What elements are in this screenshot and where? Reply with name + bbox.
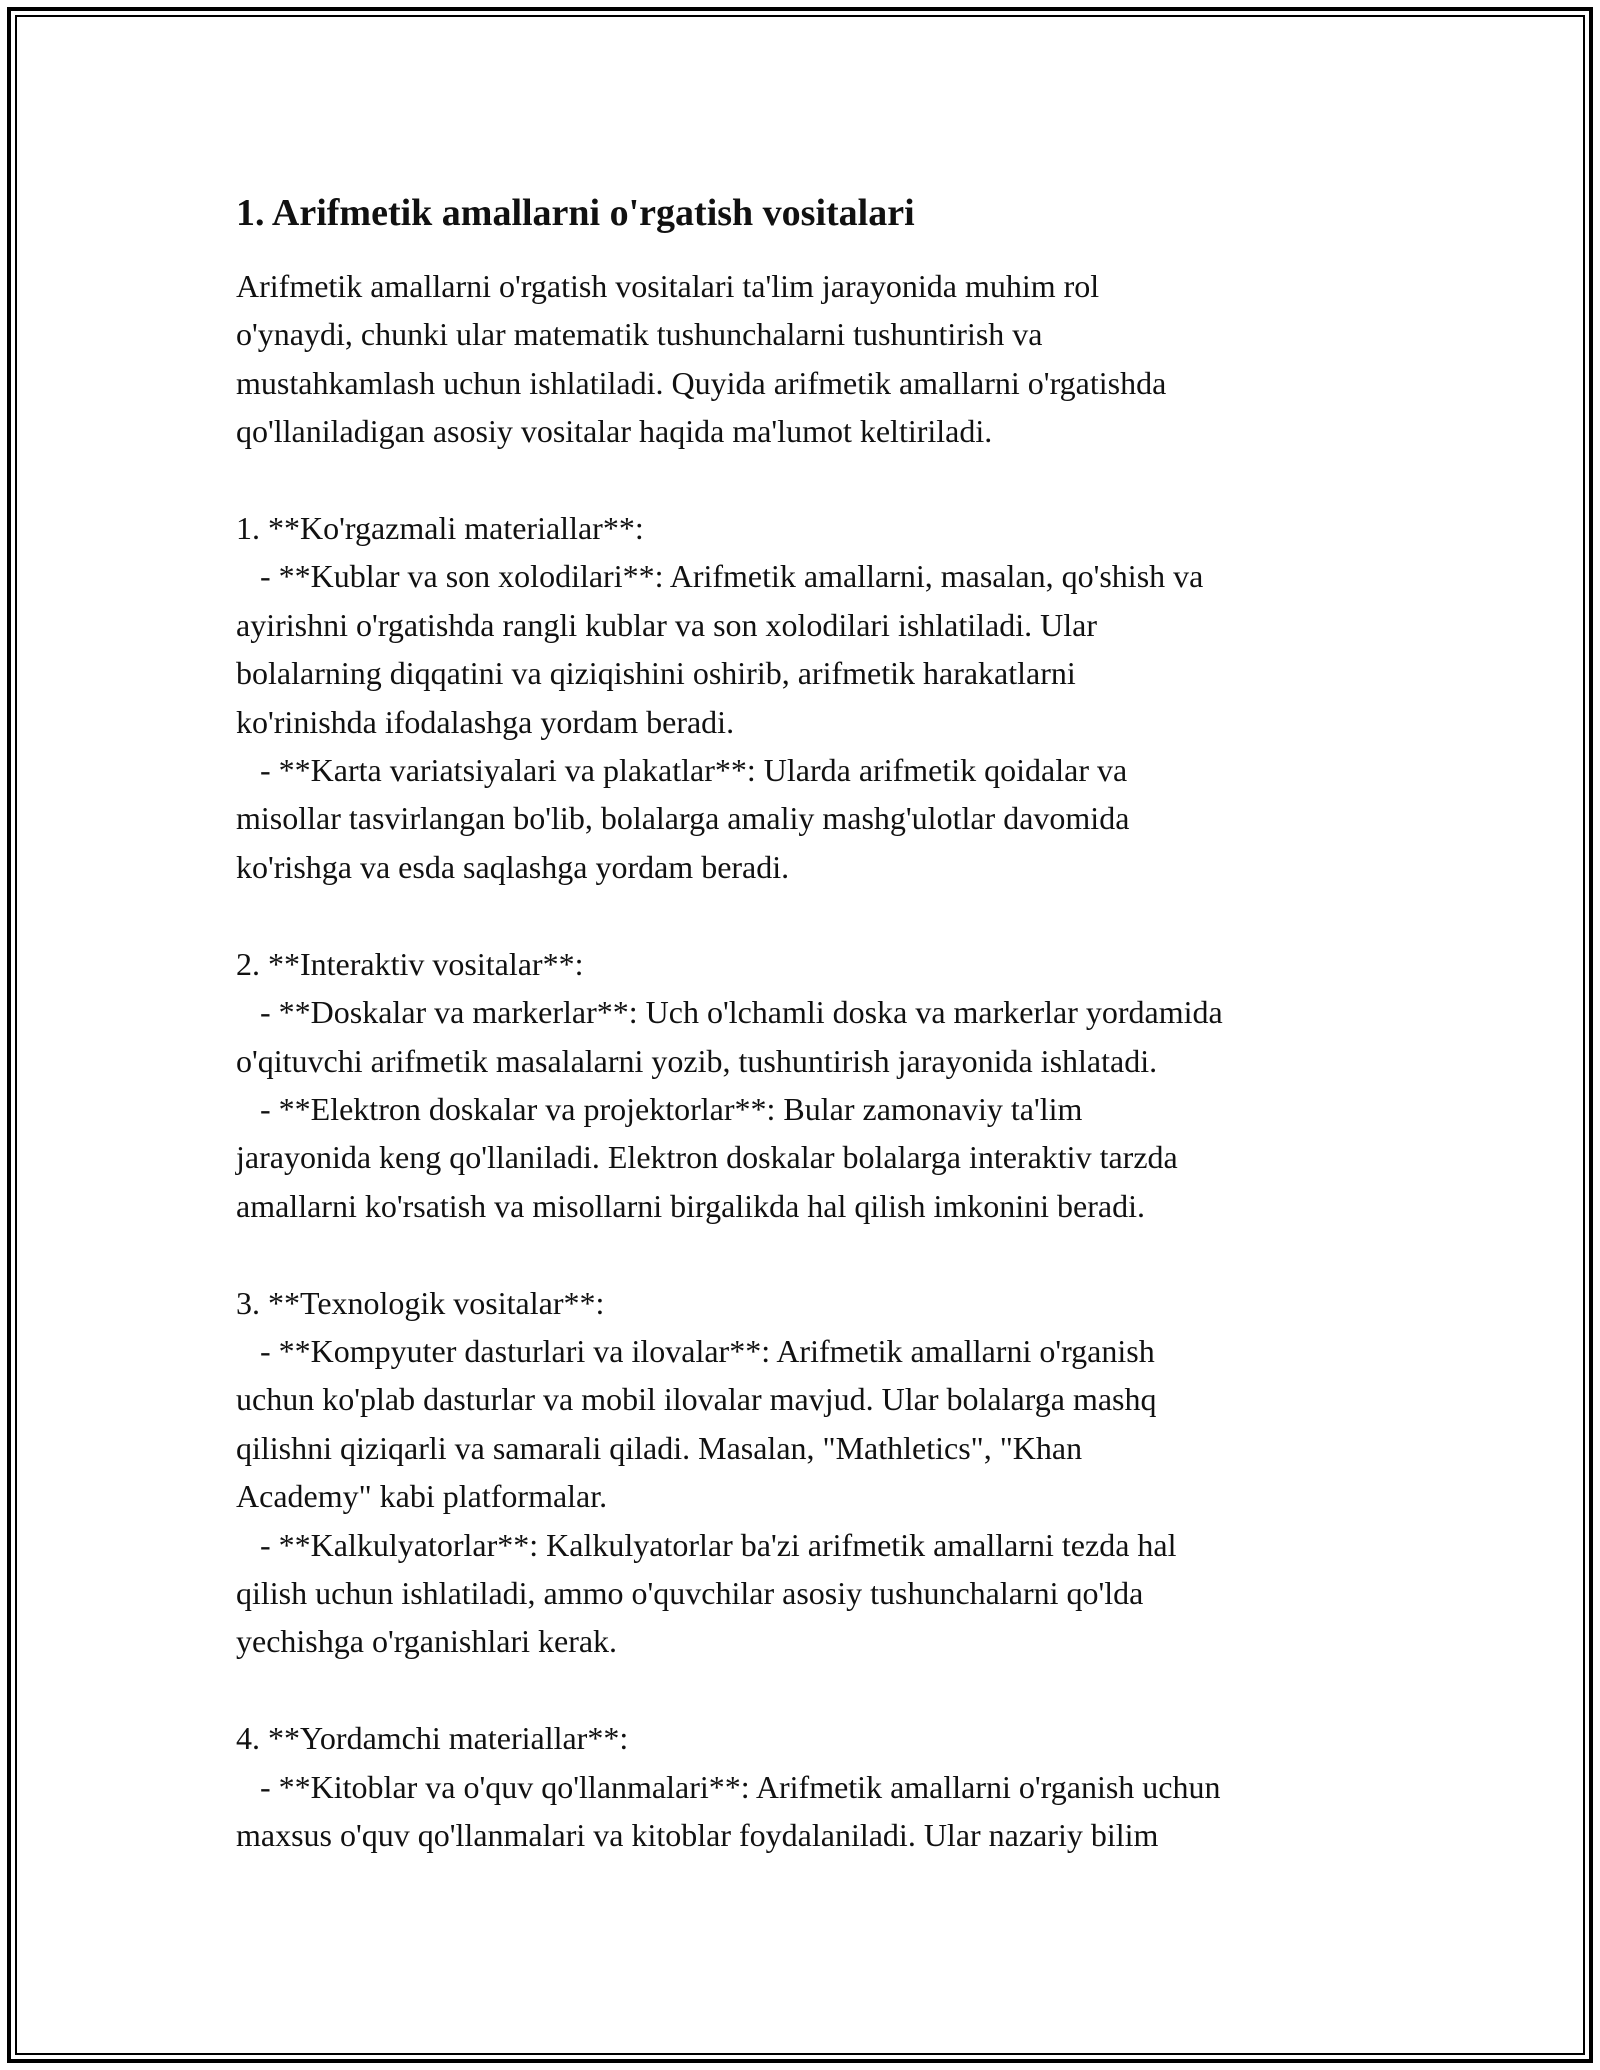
- document-title: 1. Arifmetik amallarni o'rgatish vositalari: [236, 192, 915, 234]
- document-content: [236, 186, 1376, 1859]
- document-body: Arifmetik amallarni o'rgatish vositalari ta'lim jarayonida muhim rol o'ynaydi, chunki ular matematik tushunchalarni tushuntirish va mustahkamlash uchun ishlatiladi. Quyida arifmetik amallarni o'rgatishda qo'llaniladigan asosiy vositalar haqida ma'lumot keltiriladi. 1. **Ko'rgazmali materiallar**: - **Kublar va son xolodilari**: Arifmetik amallarni, masalan, qo'shish va ayirishni o'rgatishda rangli kublar va son xolodilari ishlatiladi. Ular bolalarning diqqatini va qiziqishini oshirib, arifmetik harakatlarni ko'rinishda ifodalashga yordam beradi. - **Karta variatsiyalari va plakatlar**: Ularda arifmetik qoidalar va misollar tasvirlangan bo'lib, bolalarga amaliy mashg'ulotlar davomida ko'rishga va esda saqlashga yordam beradi. 2. **Interaktiv vositalar**: - **Doskalar va markerlar**: Uch o'lchamli doska va markerlar yordamida o'qituvchi arifmetik masalalarni yozib, tushuntirish jarayonida ishlatadi. - **Elektron doskalar va projektorlar**: Bular zamonaviy ta'lim jarayonida keng qo'llaniladi. Elektron doskalar bolalarga interaktiv tarzda amallarni ko'rsatish va misollarni birgalikda hal qilish imkonini beradi. 3. **Texnologik vositalar**: - **Kompyuter dasturlari va ilovalar**: Arifmetik amallarni o'rganish uchun ko'plab dasturlar va mobil ilovalar mavjud. Ular bolalarga mashq qilishni qiziqarli va samarali qiladi. Masalan, "Mathletics", "Khan Academy" kabi platformalar. - **Kalkulyatorlar**: Kalkulyatorlar ba'zi arifmetik amallarni tezda hal qilish uchun ishlatiladi, ammo o'quvchilar asosiy tushunchalarni qo'lda yechishga o'rganishlari kerak. 4. **Yordamchi materiallar**: - **Kitoblar va o'quv qo'llanmalari**: Arifmetik amallarni o'rganish uchun maxsus o'quv qo'llanmalari va kitoblar foydalaniladi. Ular nazariy bilim: [236, 268, 1223, 1853]
